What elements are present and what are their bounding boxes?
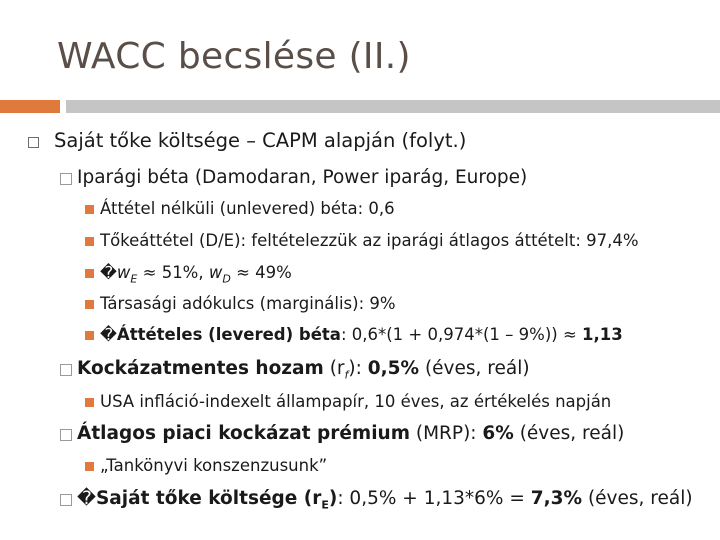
slide-title: WACC becslése (II.) <box>57 36 411 77</box>
cost-of-equity-subscript: E <box>321 498 329 512</box>
square-bullet-icon <box>60 429 72 441</box>
cost-of-equity-result: 7,3% <box>530 488 583 509</box>
cost-of-equity-text <box>77 488 693 512</box>
orange-square-bullet-icon <box>85 331 94 340</box>
orange-square-bullet-icon <box>85 300 94 309</box>
mrp-text <box>77 423 624 444</box>
w-d-subscript: D <box>222 272 231 286</box>
square-bullet-icon <box>60 364 72 376</box>
hollow-square-bullet-icon <box>28 137 39 148</box>
risk-free-suffix: (éves, reál) <box>419 358 530 379</box>
missing-glyph: � <box>100 263 117 282</box>
orange-square-bullet-icon <box>85 398 94 407</box>
risk-free-close: ): <box>348 358 368 379</box>
levered-beta-text <box>100 325 623 344</box>
missing-glyph: � <box>100 325 117 344</box>
levered-beta-result: 1,13 <box>582 325 623 344</box>
mrp-label: Átlagos piaci kockázat prémium <box>77 423 410 444</box>
weights-end: ≈ 49% <box>230 263 292 282</box>
square-bullet-icon <box>60 494 72 506</box>
cost-of-equity-formula: : 0,5% + 1,13*6% = <box>337 488 531 509</box>
mrp-detail: „Tankönyvi konszenzusunk” <box>100 456 328 475</box>
levered-beta-label: Áttételes (levered) béta <box>116 325 341 344</box>
w-symbol-d: w <box>208 263 223 282</box>
weights-mid: ≈ 51%, <box>137 263 209 282</box>
leverage-text: Tőkeáttétel (D/E): feltételezzük az iparági átlagos áttételt: 97,4% <box>100 231 639 250</box>
mrp-abbr: (MRP): <box>410 423 483 444</box>
risk-free-label: Kockázatmentes hozam <box>77 358 324 379</box>
tax-rate-text: Társasági adókulcs (marginális): 9% <box>100 294 396 313</box>
industry-beta-label: Iparági béta (Damodaran, Power iparág, Europe) <box>77 167 528 188</box>
risk-free-text <box>77 358 530 382</box>
w-symbol: w <box>116 263 131 282</box>
square-bullet-icon <box>60 173 72 185</box>
orange-square-bullet-icon <box>85 237 94 246</box>
main-bullet-text: Saját tőke költsége – CAPM alapján (folyt.) <box>54 129 467 152</box>
mrp-value: 6% <box>482 423 514 444</box>
risk-free-detail: USA infláció-indexelt állampapír, 10 éves, az értékelés napján <box>100 392 612 411</box>
cost-of-equity-close: ) <box>328 488 338 509</box>
title-accent-bar <box>0 100 60 113</box>
missing-glyph: � <box>77 488 96 509</box>
risk-free-subscript: f <box>344 368 349 382</box>
orange-square-bullet-icon <box>85 269 94 278</box>
cost-of-equity-suffix: (éves, reál) <box>582 488 693 509</box>
risk-free-value: 0,5% <box>367 358 420 379</box>
title-divider <box>66 100 720 113</box>
w-e-subscript: E <box>130 272 138 286</box>
risk-free-open: (r <box>323 358 345 379</box>
cost-of-equity-label: Saját tőke költsége (r <box>95 488 322 509</box>
weights-text <box>100 263 292 285</box>
orange-square-bullet-icon <box>85 205 94 214</box>
unlevered-beta-text: Áttétel nélküli (unlevered) béta: 0,6 <box>100 199 395 218</box>
orange-square-bullet-icon <box>85 462 94 471</box>
levered-beta-formula: : 0,6*(1 + 0,974*(1 – 9%)) ≈ <box>340 325 583 344</box>
mrp-suffix: (éves, reál) <box>513 423 625 444</box>
